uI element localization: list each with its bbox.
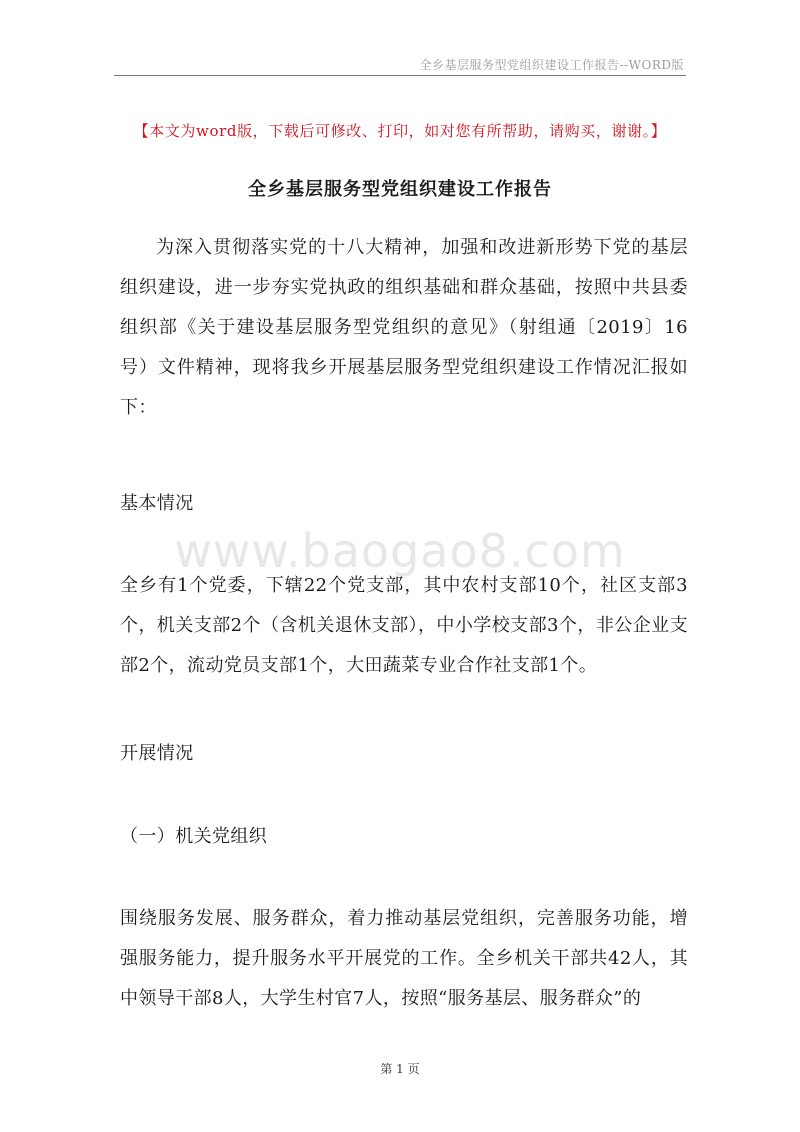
page-number: 第 1 页 xyxy=(380,1062,420,1076)
document-title: 全乡基层服务型党组织建设工作报告 xyxy=(248,179,552,200)
section-heading-basic: 基本情况 xyxy=(120,493,194,514)
download-notice: 【本文为word版，下载后可修改、打印，如对您有所帮助，请购买，谢谢。】 xyxy=(133,122,667,140)
watermark: www.baogao8.com xyxy=(174,524,626,578)
basic-paragraph: 全乡有1个党委，下辖22个党支部，其中农村支部10个，社区支部3个，机关支部2个（含机关退休支部），中小学校支部3个，非公企业支部2个，流动党员支部1个，大田蔬菜专业合作社支部1个。 xyxy=(120,575,688,676)
running-header: 全乡基层服务型党组织建设工作报告--WORD版 xyxy=(419,58,684,72)
header-divider xyxy=(114,75,686,76)
subsection-heading-org: （一）机关党组织 xyxy=(120,826,268,847)
section-heading-progress: 开展情况 xyxy=(120,743,194,764)
intro-paragraph: 为深入贯彻落实党的十八大精神，加强和改进新形势下党的基层组织建设，进一步夯实党执政的组织基础和群众基础，按照中共县委组织部《关于建设基层服务型党组织的意见》（射组通〔2019〕16号）文件精神，现将我乡开展基层服务型党组织建设工作情况汇报如下： xyxy=(120,237,688,418)
org-paragraph: 围绕服务发展、服务群众，着力推动基层党组织，完善服务功能，增强服务能力，提升服务水平开展党的工作。全乡机关干部共42人，其中领导干部8人，大学生村官7人，按照“服务基层、服务群众”的 xyxy=(120,908,688,1009)
